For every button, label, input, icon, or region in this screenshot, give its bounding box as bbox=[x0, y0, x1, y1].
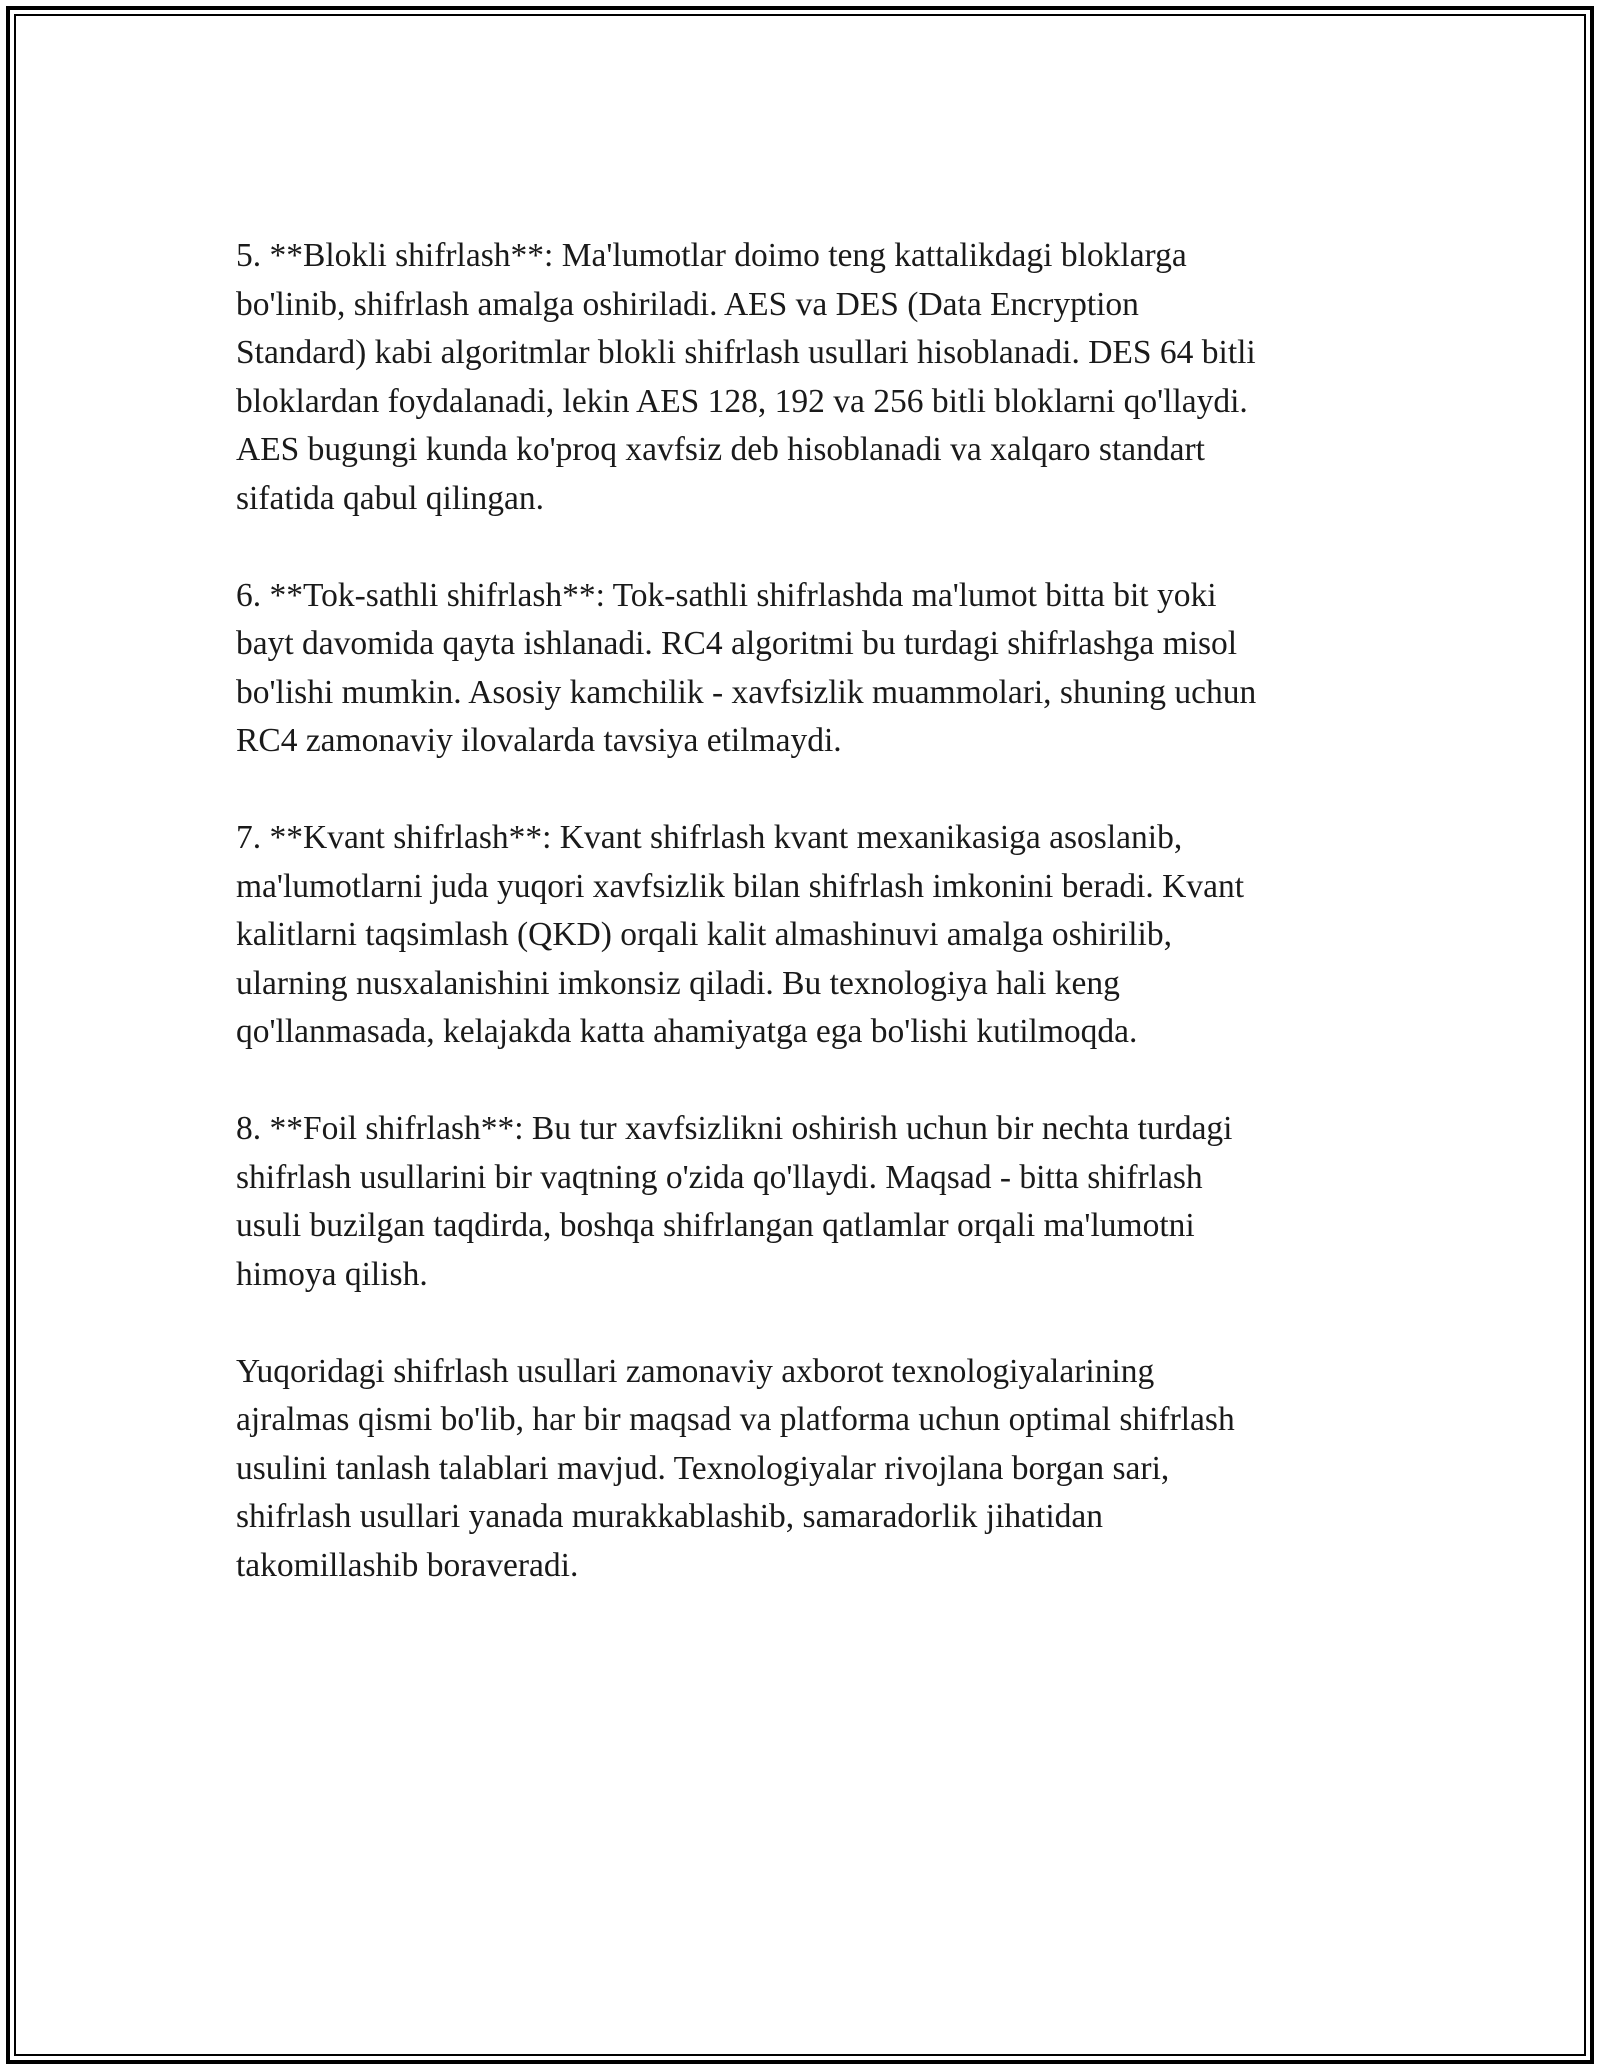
text-line: shifrlash usullari yanada murakkablashib, samaradorlik jihatidan bbox=[236, 1498, 1104, 1535]
text-line: 5. **Blokli shifrlash**: Ma'lumotlar doimo teng kattalikdagi bloklarga bbox=[236, 237, 1187, 274]
text-line: sifatida qabul qilingan. bbox=[236, 479, 544, 517]
text-line: qo'llanmasada, kelajakda katta ahamiyatga ega bo'lishi kutilmoqda. bbox=[236, 1013, 1138, 1050]
text-line: bo'linib, shifrlash amalga oshiriladi. AES va DES (Data Encryption bbox=[236, 285, 1139, 323]
text-line: kalitlarni taqsimlash (QKD) orqali kalit almashinuvi amalga oshirilib, bbox=[236, 916, 1172, 953]
text-line: ajralmas qismi bo'lib, har bir maqsad va platforma uchun optimal shifrlash bbox=[236, 1401, 1235, 1438]
paragraph-kvant-shifrlash bbox=[236, 814, 1376, 1057]
text-line: bloklardan foydalanadi, lekin AES 128, 192 va 256 bitli bloklarni qo'llaydi. bbox=[236, 382, 1248, 420]
text-line: 8. **Foil shifrlash**: Bu tur xavfsizlikni oshirish uchun bir nechta turdagi bbox=[236, 1110, 1233, 1147]
text-line: usulini tanlash talablari mavjud. Texnologiyalar rivojlana borgan sari, bbox=[236, 1449, 1170, 1487]
text-line: takomillashib boraveradi. bbox=[236, 1546, 579, 1584]
text-line: Standard) kabi algoritmlar blokli shifrlash usullari hisoblanadi. DES 64 bitli bbox=[236, 334, 1256, 371]
paragraph-tok-sathli-shifrlash bbox=[236, 572, 1376, 766]
text-line: ularning nusxalanishini imkonsiz qiladi. Bu texnologiya hali keng bbox=[236, 964, 1120, 1002]
text-line: Yuqoridagi shifrlash usullari zamonaviy axborot texnologiyalarining bbox=[236, 1352, 1155, 1390]
text-line: bayt davomida qayta ishlanadi. RC4 algoritmi bu turdagi shifrlashga misol bbox=[236, 625, 1238, 662]
paragraph-conclusion bbox=[236, 1348, 1376, 1591]
text-line: shifrlash usullarini bir vaqtning o'zida qo'llaydi. Maqsad - bitta shifrlash bbox=[236, 1158, 1203, 1196]
text-line: RC4 zamonaviy ilovalarda tavsiya etilmaydi. bbox=[236, 722, 842, 759]
text-line: AES bugungi kunda ko'proq xavfsiz deb hisoblanadi va xalqaro standart bbox=[236, 431, 1205, 468]
text-line: himoya qilish. bbox=[236, 1255, 428, 1293]
text-line: usuli buzilgan taqdirda, boshqa shifrlangan qatlamlar orqali ma'lumotni bbox=[236, 1207, 1195, 1244]
text-line: 7. **Kvant shifrlash**: Kvant shifrlash kvant mexanikasiga asoslanib, bbox=[236, 819, 1183, 856]
document-body bbox=[236, 232, 1376, 1639]
paragraph-blokli-shifrlash bbox=[236, 232, 1376, 523]
text-line: 6. **Tok-sathli shifrlash**: Tok-sathli shifrlashda ma'lumot bitta bit yoki bbox=[236, 576, 1217, 614]
text-line: ma'lumotlarni juda yuqori xavfsizlik bilan shifrlash imkonini beradi. Kvant bbox=[236, 867, 1245, 905]
text-line: bo'lishi mumkin. Asosiy kamchilik - xavfsizlik muammolari, shuning uchun bbox=[236, 673, 1257, 711]
paragraph-foil-shifrlash bbox=[236, 1105, 1376, 1299]
